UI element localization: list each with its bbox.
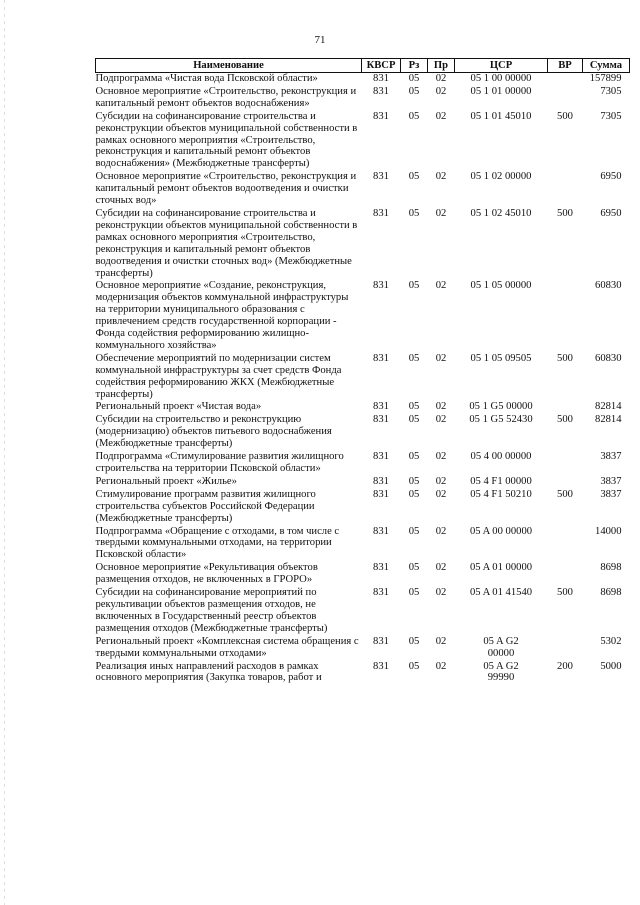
cell-kvsr: 831: [373, 401, 389, 413]
cell-pr: 02: [435, 475, 447, 487]
cell-sum: 8698: [600, 587, 622, 599]
cell-rz: 05: [408, 414, 420, 426]
cell-name: Субсидии на софинансирование строительства и реконструкции объектов муниципальной собственности в рамках основного мероприятия «Строительство, реконструкция и капитальный ремонт объектов водоснабжения» (Межбюджетные трансферты): [95, 110, 358, 170]
table-row: [96, 414, 630, 451]
header-csr: ЦСР: [455, 59, 548, 73]
table-row: [96, 111, 630, 172]
cell-name: Подпрограмма «Обращение с отходами, в том числе с твердыми коммунальными отходами, на территории Псковской области»: [95, 525, 340, 561]
cell-pr: 02: [435, 85, 447, 97]
table-row: [96, 86, 630, 111]
cell-name: Подпрограмма «Чистая вода Псковской области»: [95, 73, 318, 84]
cell-name: Основное мероприятие «Строительство, реконструкция и капитальный ремонт объектов водоотведения и очистки сточных вод»: [95, 171, 357, 207]
cell-name: Основное мероприятие «Рекультивация объектов размещения отходов, не включенных в ГРОРО»: [95, 562, 318, 586]
scan-edge: [4, 0, 5, 905]
table-row: [96, 208, 630, 280]
cell-pr: 02: [435, 73, 447, 84]
cell-csr: 05 A 00 00000: [469, 525, 533, 537]
cell-name: Субсидии на строительство и реконструкцию (модернизацию) объектов питьевого водоснабжения (Межбюджетные трансферты): [95, 414, 332, 450]
cell-name: Региональный проект «Жилье»: [95, 475, 237, 487]
cell-csr: 05 1 05 00000: [470, 280, 532, 292]
cell-csr: 05 1 G5 52430: [469, 414, 533, 426]
cell-kvsr: 831: [373, 587, 389, 599]
table-row: [96, 476, 630, 489]
cell-rz: 05: [408, 85, 420, 97]
cell-pr: 02: [435, 635, 447, 647]
cell-vr: [548, 86, 583, 111]
cell-name: Субсидии на софинансирование строительства и реконструкции объектов муниципальной собственности в рамках основного мероприятия «Строительство, реконструкция и капитальный ремонт объектов водоотведения и очистки сточных вод» (Межбюджетные трансферты): [95, 207, 358, 279]
cell-csr: 05 A G2 99990: [483, 660, 519, 684]
cell-rz: 05: [408, 525, 420, 537]
cell-pr: 02: [435, 110, 447, 122]
table-row: [96, 451, 630, 476]
cell-sum: 14000: [595, 525, 622, 537]
table-row: [96, 171, 630, 208]
cell-pr: 02: [435, 525, 447, 537]
cell-vr: [548, 476, 583, 489]
cell-pr: 02: [435, 352, 447, 364]
cell-name: Субсидии на софинансирование мероприятий по рекультивации объектов размещения отходов, не включенных в Государственный реестр объектов размещения отходов (Межбюджетные трансферты): [95, 587, 328, 634]
cell-vr: [548, 73, 583, 86]
budget-table: [95, 58, 630, 685]
cell-kvsr: 831: [373, 280, 389, 292]
table-row: [96, 353, 630, 402]
cell-sum: 60830: [595, 352, 622, 364]
cell-kvsr: 831: [373, 85, 389, 97]
cell-vr: [548, 562, 583, 587]
cell-kvsr: 831: [373, 635, 389, 647]
cell-vr: 500: [557, 207, 573, 219]
cell-name: Обеспечение мероприятий по модернизации систем коммунальной инфраструктуры за счет средств Фонда содействия реформированию ЖКХ (Межбюджетные трансферты): [95, 352, 342, 400]
cell-rz: 05: [408, 562, 420, 574]
cell-csr: 05 4 F1 50210: [470, 488, 532, 500]
cell-sum: 6950: [600, 171, 622, 183]
cell-rz: 05: [408, 660, 420, 672]
table-row: [96, 661, 630, 686]
cell-vr: 500: [557, 352, 573, 364]
cell-vr: [548, 526, 583, 563]
cell-sum: 6950: [600, 207, 622, 219]
cell-vr: 500: [557, 488, 573, 500]
cell-rz: 05: [408, 207, 420, 219]
cell-pr: 02: [435, 587, 447, 599]
cell-vr: [548, 171, 583, 208]
cell-sum: 7305: [600, 85, 622, 97]
cell-name: Региональный проект «Комплексная система обращения с твердыми коммунальными отходами»: [95, 635, 359, 659]
table-row: [96, 280, 630, 352]
header-sum: Сумма: [583, 59, 630, 73]
cell-pr: 02: [435, 660, 447, 672]
cell-rz: 05: [408, 475, 420, 487]
cell-name: Основное мероприятие «Строительство, реконструкция и капитальный ремонт объектов водоснабжения»: [95, 85, 357, 109]
cell-csr: 05 1 01 45010: [470, 110, 532, 122]
cell-rz: 05: [408, 171, 420, 183]
cell-vr: [548, 401, 583, 414]
table-header: [96, 59, 630, 73]
cell-vr: 500: [557, 414, 573, 426]
header-pr: Пр: [428, 59, 455, 73]
cell-name: Стимулирование программ развития жилищного строительства субъектов Российской Федерации (Межбюджетные трансферты): [95, 488, 316, 524]
cell-rz: 05: [408, 110, 420, 122]
cell-kvsr: 831: [373, 110, 389, 122]
cell-rz: 05: [408, 451, 420, 463]
cell-sum: 82814: [595, 414, 622, 426]
cell-vr: [548, 451, 583, 476]
cell-sum: 157899: [589, 73, 622, 84]
header-name: Наименование: [96, 59, 362, 73]
cell-kvsr: 831: [373, 414, 389, 426]
cell-kvsr: 831: [373, 562, 389, 574]
cell-name: Подпрограмма «Стимулирование развития жилищного строительства на территории Псковской области»: [95, 451, 344, 474]
header-rz: Рз: [401, 59, 428, 73]
cell-csr: 05 A G2 00000: [483, 635, 519, 659]
cell-sum: 60830: [595, 280, 622, 292]
cell-name: Региональный проект «Чистая вода»: [95, 401, 262, 413]
cell-pr: 02: [435, 488, 447, 500]
table-row: [96, 73, 630, 86]
cell-csr: 05 1 02 45010: [470, 207, 532, 219]
cell-sum: 7305: [600, 110, 622, 122]
header-kvsr: КВСР: [362, 59, 401, 73]
cell-pr: 02: [435, 451, 447, 463]
cell-csr: 05 1 G5 00000: [469, 401, 533, 413]
cell-rz: 05: [408, 352, 420, 364]
cell-csr: 05 4 F1 00000: [470, 475, 532, 487]
cell-csr: 05 4 00 00000: [470, 451, 532, 463]
cell-pr: 02: [435, 171, 447, 183]
cell-rz: 05: [408, 401, 420, 413]
table-row: [96, 636, 630, 661]
cell-vr: 500: [557, 587, 573, 599]
cell-vr: [548, 636, 583, 661]
table-row: [96, 401, 630, 414]
cell-kvsr: 831: [373, 73, 389, 84]
cell-sum: 82814: [595, 401, 622, 413]
cell-pr: 02: [435, 414, 447, 426]
cell-name: Реализация иных направлений расходов в рамках основного мероприятия (Закупка товаров, работ и: [95, 660, 322, 684]
table-body: [96, 73, 630, 686]
cell-sum: 3837: [600, 451, 622, 463]
cell-sum: 3837: [600, 475, 622, 487]
table-row: [96, 526, 630, 563]
table-row: [96, 587, 630, 636]
cell-kvsr: 831: [373, 525, 389, 537]
cell-vr: [548, 280, 583, 352]
cell-pr: 02: [435, 207, 447, 219]
cell-kvsr: 831: [373, 207, 389, 219]
cell-kvsr: 831: [373, 451, 389, 463]
cell-rz: 05: [408, 635, 420, 647]
cell-sum: 5302: [600, 635, 622, 647]
cell-rz: 05: [408, 587, 420, 599]
cell-kvsr: 831: [373, 171, 389, 183]
cell-name: Основное мероприятие «Создание, реконструкция, модернизация объектов коммунальной инфраструктуры на территории муниципального образования с привлечением средств государственной корпорации - Фонда содействия реформированию жилищно-коммунального хозяйства»: [95, 280, 349, 351]
cell-vr: 500: [557, 110, 573, 122]
cell-pr: 02: [435, 280, 447, 292]
cell-sum: 5000: [600, 660, 622, 672]
table-row: [96, 562, 630, 587]
cell-rz: 05: [408, 488, 420, 500]
header-vr: ВР: [548, 59, 583, 73]
page-number: 71: [314, 34, 326, 46]
cell-pr: 02: [435, 401, 447, 413]
cell-csr: 05 A 01 41540: [469, 587, 533, 599]
cell-kvsr: 831: [373, 660, 389, 672]
cell-rz: 05: [408, 280, 420, 292]
cell-vr: 200: [557, 660, 573, 672]
cell-kvsr: 831: [373, 475, 389, 487]
cell-sum: 3837: [600, 488, 622, 500]
cell-csr: 05 A 01 00000: [469, 562, 533, 574]
cell-sum: 8698: [600, 562, 622, 574]
cell-kvsr: 831: [373, 488, 389, 500]
cell-csr: 05 1 01 00000: [470, 85, 532, 97]
cell-pr: 02: [435, 562, 447, 574]
cell-csr: 05 1 00 00000: [470, 73, 532, 84]
cell-csr: 05 1 05 09505: [470, 352, 532, 364]
header-row: [96, 59, 630, 73]
cell-kvsr: 831: [373, 352, 389, 364]
cell-csr: 05 1 02 00000: [470, 171, 532, 183]
table-row: [96, 489, 630, 526]
cell-rz: 05: [408, 73, 420, 84]
